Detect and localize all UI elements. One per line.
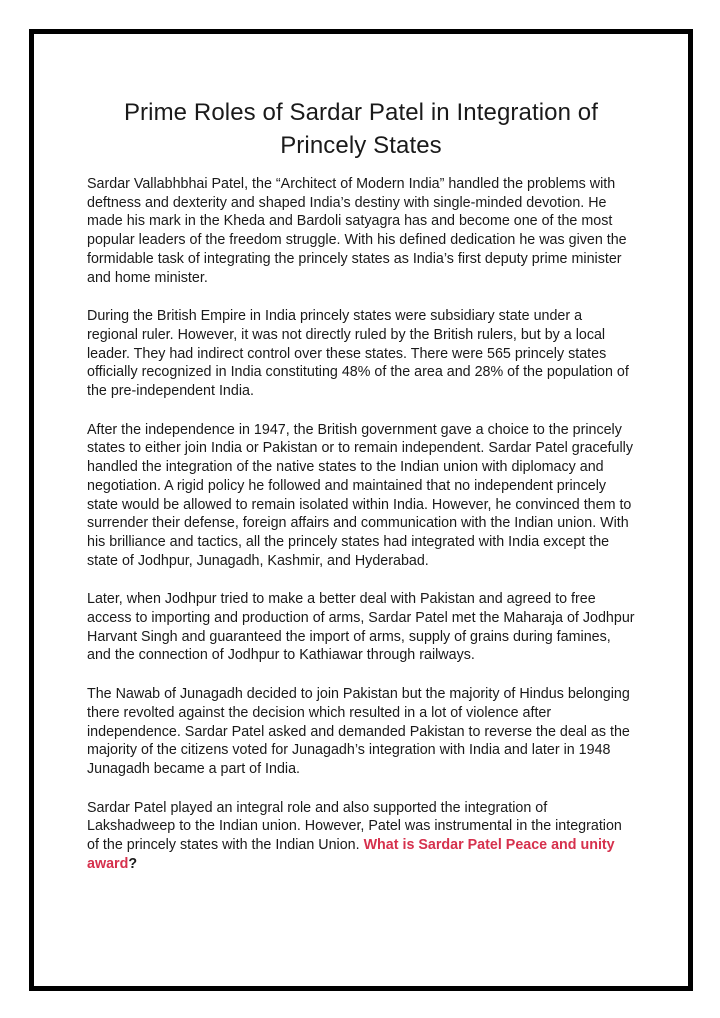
paragraph-junagadh: The Nawab of Junagadh decided to join Pakistan but the majority of Hindus belonging there revolted against the decision which resulted in a lot of violence after independence. Sardar Patel asked and demanded Pakistan to reverse the deal as the majority of the citizens voted for Junagadh’s integration with India and later in 1948 Junagadh became a part of India. — [87, 686, 630, 777]
paragraph-jodhpur: Later, when Jodhpur tried to make a better deal with Pakistan and agreed to free access to importing and production of arms, Sardar Patel met the Maharaja of Jodhpur Harvant Singh and guaranteed the import of arms, supply of grains during famines, and the connection of Jodhpur to Kathiawar through railways. — [87, 591, 635, 664]
document-title: Prime Roles of Sardar Patel in Integration of Princely States — [123, 99, 599, 159]
document-body — [87, 96, 635, 894]
paragraph-architect: Sardar Vallabhbhai Patel, the “Architect of Modern India” handled the problems with deftness and dexterity and shaped India’s destiny with single-minded devotion. He made his mark in the Kheda and Bardoli satyagra has and become one of the most popular leaders of the freedom struggle. With his defined dedication he was given the formidable task of integrating the princely states as India’s first deputy prime minister and home minister. — [87, 176, 627, 286]
peace-unity-award-link[interactable]: What is Sardar Patel Peace and unity award — [87, 837, 615, 872]
paragraph-british-empire: During the British Empire in India princely states were subsidiary state under a regional ruler. However, it was not directly ruled by the British rulers, but by a local leader. They had indirect control over these states. There were 565 princely states officially recognized in India constituting 48% of the area and 28% of the population of the pre-independent India. — [87, 308, 629, 400]
paragraph-independence: After the independence in 1947, the British government gave a choice to the princely states to either join India or Pakistan or to remain independent. Sardar Patel gracefully handled the integration of the native states to the Indian union with diplomacy and negotiation. A rigid policy he followed and maintained that no independent princely state would be allowed to remain isolated within India. However, he convinced them to surrender their defense, foreign affairs and communication with the Indian union. With his brilliance and tactics, all the princely states had integrated with India except the state of Jodhpur, Junagadh, Kashmir, and Hyderabad. — [87, 421, 633, 569]
paragraph-lakshadweep-text: Sardar Patel played an integral role and also supported the integration of Lakshadweep to the Indian union. However, Patel was instrumental in the integration of the princely states with the Indian Union. — [87, 799, 622, 854]
question-mark: ? — [128, 855, 138, 872]
paragraph-lakshadweep — [87, 799, 635, 874]
